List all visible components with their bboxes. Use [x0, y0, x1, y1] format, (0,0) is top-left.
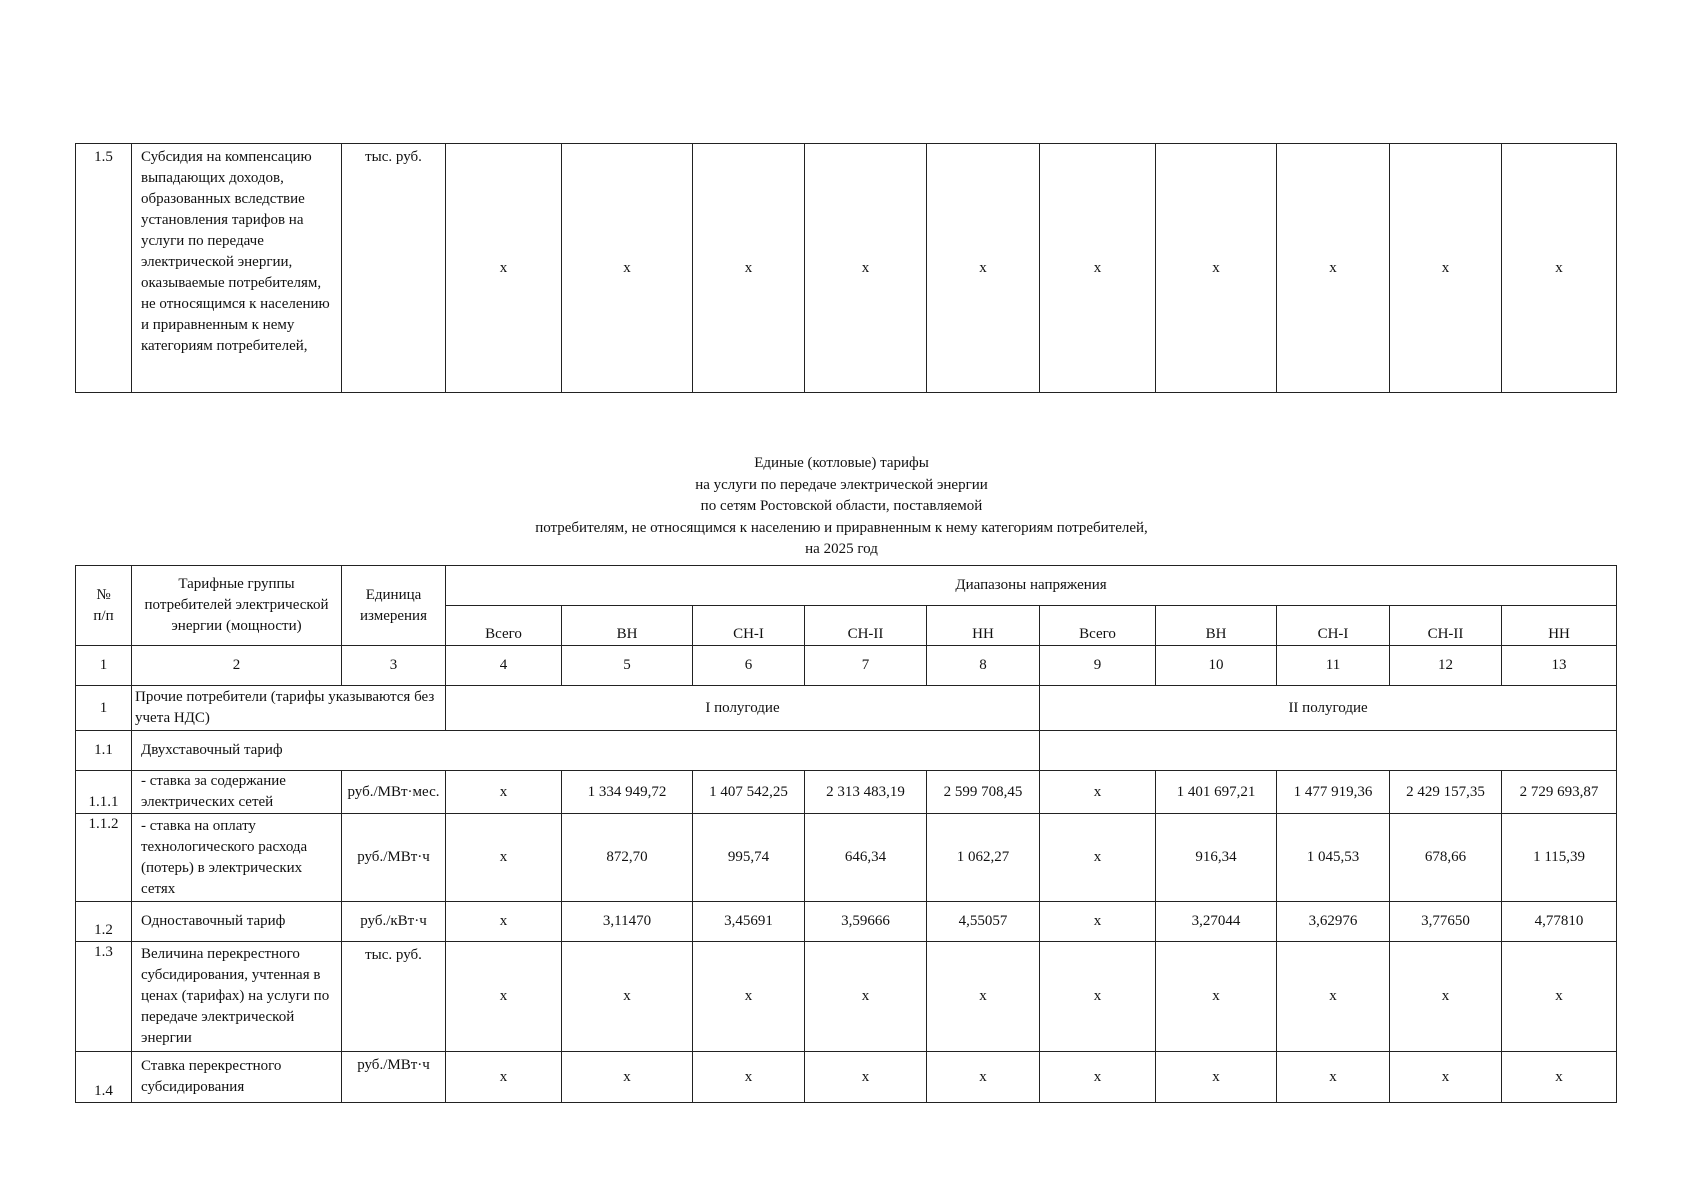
cell-value: x: [562, 942, 693, 1052]
table-row-1-5: [76, 144, 1617, 393]
row-number: 1.1: [76, 731, 132, 771]
header-ranges: Диапазоны напряжения: [446, 566, 1617, 606]
row-unit: тыс. руб.: [342, 144, 446, 393]
cell-value: 916,34: [1156, 814, 1277, 902]
cell-value: 3,45691: [693, 902, 805, 942]
cell-value: x: [446, 144, 562, 393]
cell-value: x: [927, 942, 1040, 1052]
cell-value: x: [1156, 1052, 1277, 1103]
header-sub: ВН: [562, 606, 693, 646]
title-line: на 2025 год: [805, 541, 878, 557]
column-number: 7: [805, 646, 927, 686]
header-sub: СН-II: [805, 606, 927, 646]
column-number: 12: [1390, 646, 1502, 686]
cell-value: 2 599 708,45: [927, 771, 1040, 814]
cell-value: x: [693, 1052, 805, 1103]
cell-value: 1 045,53: [1277, 814, 1390, 902]
cell-value: x: [1040, 1052, 1156, 1103]
title-line: потребителям, не относящимся к населению и приравненным к нему категориям потребителей,: [535, 519, 1148, 536]
header-groups: Тарифные группы потребителей электрической энергии (мощности): [132, 566, 342, 646]
cell-value: 4,55057: [927, 902, 1040, 942]
cell-value: x: [805, 942, 927, 1052]
cell-value: x: [1390, 1052, 1502, 1103]
table-row-1-3: [76, 942, 1617, 1052]
row-label: Двухставочный тариф: [132, 731, 1040, 771]
cell-value: x: [446, 771, 562, 814]
cell-value: x: [1040, 771, 1156, 814]
half-year-1: I полугодие: [446, 686, 1040, 731]
cell-value: 1 062,27: [927, 814, 1040, 902]
cell-value: x: [446, 814, 562, 902]
row-label: Субсидия на компенсацию выпадающих доходов, образованных вследствие установления тарифов на услуги по передаче электрической энергии, оказываемые потребителям, не относящимся к населению и приравненным к нему категориям потребителей,: [141, 149, 330, 354]
header-sub: СН-II: [1390, 606, 1502, 646]
header-sub: НН: [1502, 606, 1617, 646]
tariff-table: [75, 565, 1617, 1103]
row-number: 1.1.1: [76, 771, 132, 814]
table-row-1-2: [76, 902, 1617, 942]
header-sub: СН-I: [693, 606, 805, 646]
column-number: 1: [76, 646, 132, 686]
cell-value: x: [1277, 144, 1390, 393]
cell-value: 2 429 157,35: [1390, 771, 1502, 814]
column-number: 8: [927, 646, 1040, 686]
row-unit: руб./МВт·ч: [342, 1052, 446, 1103]
cell-value: x: [1277, 1052, 1390, 1103]
cell-value: x: [1390, 144, 1502, 393]
cell-value: 1 407 542,25: [693, 771, 805, 814]
cell-value: x: [562, 1052, 693, 1103]
row-label: Прочие потребители (тарифы указываются без учета НДС): [132, 686, 446, 731]
cell-value: 3,11470: [562, 902, 693, 942]
cell-value: x: [805, 1052, 927, 1103]
row-unit: руб./МВт·ч: [342, 814, 446, 902]
row-label: Одноставочный тариф: [132, 902, 342, 942]
title-line: на услуги по передаче электрической энергии: [695, 476, 988, 493]
column-number: 5: [562, 646, 693, 686]
cell-value: 3,59666: [805, 902, 927, 942]
cell-value: 4,77810: [1502, 902, 1617, 942]
cell-value: x: [805, 144, 927, 393]
row-label: - ставка на оплату технологического расхода (потерь) в электрических сетях: [132, 814, 342, 902]
cell-value: x: [1156, 144, 1277, 393]
cell-value: 3,62976: [1277, 902, 1390, 942]
column-number: 3: [342, 646, 446, 686]
row-number: 1.5: [76, 144, 132, 393]
row-number: 1.3: [76, 942, 132, 1052]
table-row-1-4: [76, 1052, 1617, 1103]
cell-value: x: [1040, 144, 1156, 393]
cell-value: x: [927, 1052, 1040, 1103]
column-number: 10: [1156, 646, 1277, 686]
header-sub: Всего: [1040, 606, 1156, 646]
cell-value: 872,70: [562, 814, 693, 902]
title-line: по сетям Ростовской области, поставляемой: [700, 498, 983, 514]
cell-value: x: [1390, 942, 1502, 1052]
cell-value: x: [1277, 942, 1390, 1052]
column-number: 9: [1040, 646, 1156, 686]
column-number: 6: [693, 646, 805, 686]
cell-value: 1 115,39: [1502, 814, 1617, 902]
cell-value: x: [693, 942, 805, 1052]
cell-value: 678,66: [1390, 814, 1502, 902]
table-row-1-1-1: [76, 771, 1617, 814]
cell-value: 646,34: [805, 814, 927, 902]
column-number: 4: [446, 646, 562, 686]
cell-value: x: [927, 144, 1040, 393]
cell-value: 3,77650: [1390, 902, 1502, 942]
header-sub: ВН: [1156, 606, 1277, 646]
column-number: 13: [1502, 646, 1617, 686]
cell-value: 1 401 697,21: [1156, 771, 1277, 814]
cell-value: x: [446, 942, 562, 1052]
row-unit: руб./МВт·мес.: [342, 771, 446, 814]
header-sub: НН: [927, 606, 1040, 646]
header-num: № п/п: [76, 566, 132, 646]
cell-value: x: [1156, 942, 1277, 1052]
row-unit: руб./кВт·ч: [342, 902, 446, 942]
cell-value: x: [1040, 902, 1156, 942]
half-year-2: II полугодие: [1040, 686, 1617, 731]
cell-value: x: [1502, 144, 1617, 393]
cell-value: x: [446, 902, 562, 942]
cell-value: x: [1502, 1052, 1617, 1103]
cell-value: 1 334 949,72: [562, 771, 693, 814]
table-row-1-1-2: [76, 814, 1617, 902]
table-row-1-1: [76, 731, 1617, 771]
cell-value: 2 729 693,87: [1502, 771, 1617, 814]
table-title: [75, 453, 1608, 561]
header-sub: СН-I: [1277, 606, 1390, 646]
row-label: Ставка перекрестного субсидирования: [132, 1052, 342, 1103]
cell-value: x: [562, 144, 693, 393]
cell-value: 2 313 483,19: [805, 771, 927, 814]
cell-value: x: [1040, 814, 1156, 902]
continued-table: [75, 143, 1617, 393]
row-unit: тыс. руб.: [342, 942, 446, 1052]
cell-value: 1 477 919,36: [1277, 771, 1390, 814]
header-sub: Всего: [446, 606, 562, 646]
row-number: 1.2: [76, 902, 132, 942]
cell-value: 3,27044: [1156, 902, 1277, 942]
column-numbers-row: [76, 646, 1617, 686]
section-row: [76, 686, 1617, 731]
row-number: 1: [76, 686, 132, 731]
column-number: 2: [132, 646, 342, 686]
row-number: 1.4: [76, 1052, 132, 1103]
row-number: 1.1.2: [76, 814, 132, 902]
cell-value: x: [1502, 942, 1617, 1052]
title-line: Единые (котловые) тарифы: [754, 455, 929, 471]
row-label: Величина перекрестного субсидирования, учтенная в ценах (тарифах) на услуги по передаче электрической энергии: [132, 942, 342, 1052]
column-number: 11: [1277, 646, 1390, 686]
header-row: [76, 566, 1617, 606]
cell-value: x: [693, 144, 805, 393]
cell-value: 995,74: [693, 814, 805, 902]
cell-value: x: [1040, 942, 1156, 1052]
row-label: - ставка за содержание электрических сетей: [132, 771, 342, 814]
header-unit: Единица измерения: [342, 566, 446, 646]
cell-value: x: [446, 1052, 562, 1103]
